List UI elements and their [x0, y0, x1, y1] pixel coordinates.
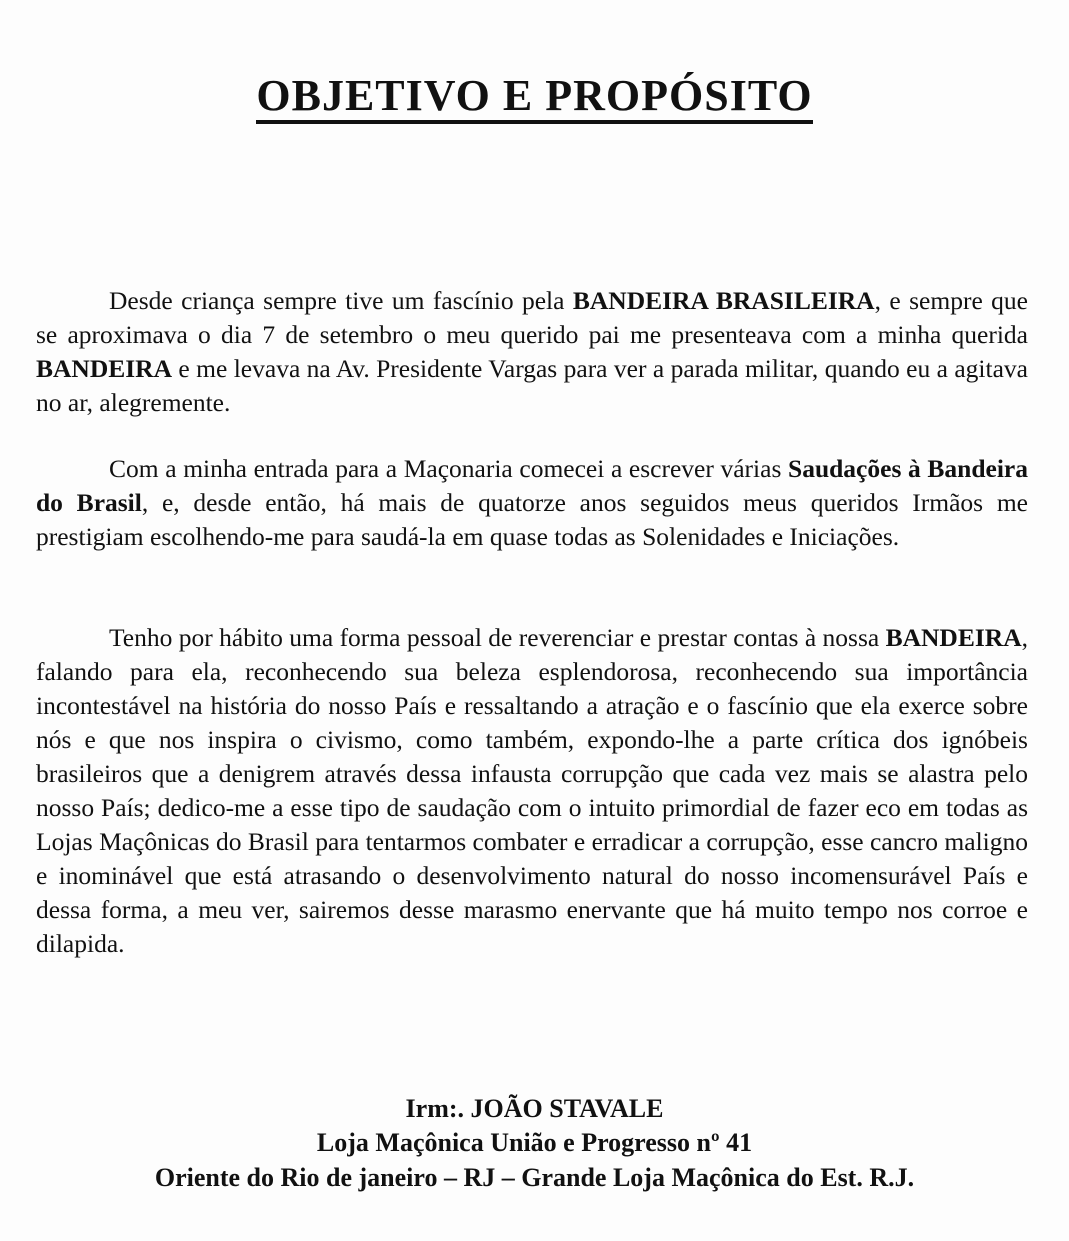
signature-orient: Oriente do Rio de janeiro – RJ – Grande Loja Maçônica do Est. R.J.: [154, 1163, 915, 1192]
paragraph-3-seg-1: BANDEIRA: [885, 623, 1022, 652]
paragraph-1-seg-2: , e sempre que se aproximava o dia 7 de setembro o meu querido pai me presenteava com a minha querida: [36, 286, 1028, 349]
paragraph-2-seg-0: Com a minha entrada para a Maçonaria comecei a escrever várias: [109, 454, 789, 483]
paragraph-1-seg-4: e me levava na Av. Presidente Vargas para ver a parada militar, quando eu a agitava no ar, alegremente.: [36, 354, 1028, 417]
document-title-text: OBJETIVO E PROPÓSITO: [256, 71, 812, 124]
signature-lodge: Loja Maçônica União e Progresso nº 41: [316, 1128, 753, 1157]
paragraph-1-seg-0: Desde criança sempre tive um fascínio pela: [109, 286, 573, 315]
paragraph-1-seg-3: BANDEIRA: [36, 354, 173, 383]
paragraph-1: [36, 284, 1028, 420]
paragraph-3: [36, 621, 1028, 961]
document-title: [0, 70, 1069, 121]
paragraph-2-seg-2: , e, desde então, há mais de quatorze anos seguidos meus queridos Irmãos me prestigiam escolhendo-me para saudá-la em quase todas as Solenidades e Iniciações.: [36, 488, 1028, 551]
paragraph-3-seg-2: , falando para ela, reconhecendo sua beleza esplendorosa, reconhecendo sua importância incontestável na história do nosso País e ressaltando a atração e o fascínio que ela exerce sobre nós e que nos inspira o civismo, como também, expondo-lhe a parte crítica dos ignóbeis brasileiros que a denigrem através dessa infausta corrupção que cada vez mais se alastra pelo nosso País; dedico-me a esse tipo de saudação com o intuito primordial de fazer eco em todas as Lojas Maçônicas do Brasil para tentarmos combater e erradicar a corrupção, esse cancro maligno e inominável que está atrasando o desenvolvimento natural do nosso incomensurável País e dessa forma, a meu ver, sairemos desse marasmo enervante que há muito tempo nos corroe e dilapida.: [36, 623, 1028, 958]
paragraph-2: [36, 452, 1028, 554]
paragraph-1-seg-1: BANDEIRA BRASILEIRA: [572, 286, 875, 315]
signature-name: Irm:. JOÃO STAVALE: [405, 1094, 664, 1123]
paragraph-2-seg-1: Saudações à Bandeira do Brasil: [36, 454, 1028, 517]
paragraph-3-seg-0: Tenho por hábito uma forma pessoal de reverenciar e prestar contas à nossa: [109, 623, 886, 652]
